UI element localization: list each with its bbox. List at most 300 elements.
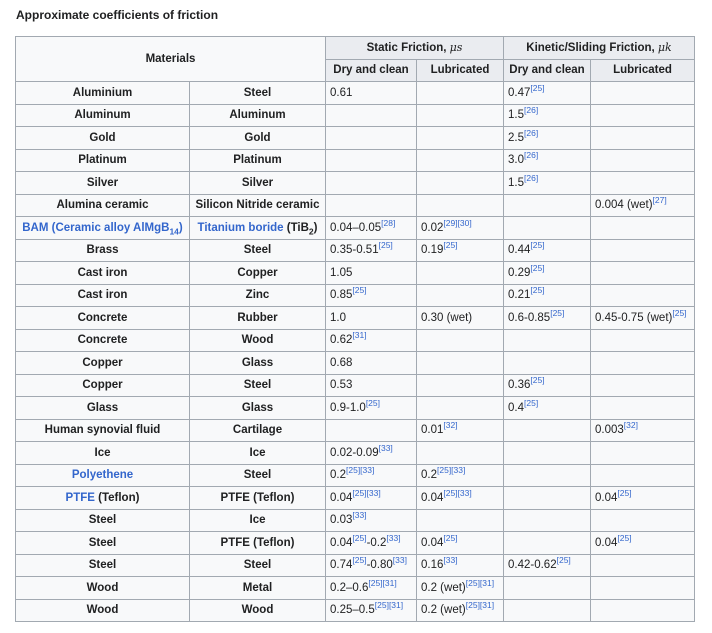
citation-link[interactable]: [26]: [524, 127, 539, 138]
material-2-cell: [190, 464, 326, 487]
material-2-cell: [190, 329, 326, 352]
cell-text: -0.2: [366, 536, 387, 549]
material-1-cell: [16, 149, 190, 172]
static-dry-cell: [326, 419, 417, 442]
cell-text: Platinum: [78, 154, 127, 167]
cell-text: 0.85: [330, 289, 353, 302]
cell-text: 0.04: [330, 491, 353, 504]
static-lubricated-cell: [417, 532, 504, 555]
cell-text: 0.68: [330, 356, 353, 369]
static-lubricated-cell: [417, 104, 504, 127]
cell-text: 0.4: [508, 401, 524, 414]
cell-text: 0.04: [595, 536, 618, 549]
cell-text: Glass: [241, 356, 274, 369]
kinetic-lubricated-cell: [591, 239, 695, 262]
material-1-cell: [16, 397, 190, 420]
table-row: [16, 149, 695, 172]
cell-text: 0.04–0.05: [330, 221, 382, 234]
kinetic-dry-cell: [504, 194, 591, 217]
static-lubricated-cell: [417, 329, 504, 352]
cell-text: 0.2: [421, 469, 437, 482]
cell-text: Rubber: [237, 311, 278, 324]
table-caption: Approximate coefficients of friction: [16, 8, 219, 22]
material-1-cell: [16, 464, 190, 487]
cell-text: 0.45-0.75 (wet): [595, 311, 673, 324]
citation-link[interactable]: [25][31]: [368, 577, 397, 588]
cell-text: 0.25–0.5: [330, 604, 375, 617]
material-link[interactable]: 14: [169, 226, 179, 237]
table-row: [16, 419, 695, 442]
material-1-cell: [16, 419, 190, 442]
cell-text: 0.53: [330, 379, 353, 392]
material-link[interactable]: Titanium boride: [197, 221, 284, 234]
kinetic-lubricated-cell: [591, 442, 695, 465]
cell-text: Steel: [88, 514, 117, 527]
citation-link[interactable]: [25]: [530, 240, 545, 251]
kinetic-dry-header: Dry and clean: [504, 59, 591, 82]
cell-text: 0.35-0.51: [330, 244, 379, 257]
cell-text: 0.21: [508, 289, 531, 302]
table-row: [16, 104, 695, 127]
cell-text: (Teflon): [94, 491, 140, 504]
table-row: [16, 284, 695, 307]
citation-link[interactable]: [33]: [378, 442, 393, 453]
cell-text: Human synovial fluid: [44, 424, 161, 437]
citation-link[interactable]: [33]: [392, 555, 407, 566]
material-1-cell: [16, 442, 190, 465]
kinetic-lubricated-cell: [591, 374, 695, 397]
cell-text: Concrete: [77, 311, 128, 324]
kinetic-dry-cell: [504, 284, 591, 307]
cell-text: Aluminium: [72, 86, 133, 99]
kinetic-dry-cell: [504, 104, 591, 127]
static-dry-cell: [326, 509, 417, 532]
kinetic-dry-cell: [504, 172, 591, 195]
static-lubricated-cell: [417, 172, 504, 195]
material-2-cell: [190, 419, 326, 442]
table-row: [16, 262, 695, 285]
citation-link[interactable]: [25]: [672, 307, 687, 318]
citation-link[interactable]: [25]: [530, 82, 545, 93]
material-1-cell: [16, 577, 190, 600]
material-2-cell: [190, 599, 326, 622]
kinetic-dry-cell: [504, 307, 591, 330]
material-1-cell: [16, 352, 190, 375]
static-lubricated-cell: [417, 149, 504, 172]
table-row: [16, 442, 695, 465]
cell-text: 0.03: [330, 514, 353, 527]
cell-text: 0.44: [508, 244, 531, 257]
cell-text: Steel: [243, 559, 272, 572]
cell-text: Concrete: [77, 334, 128, 347]
table-row: [16, 239, 695, 262]
static-dry-cell: [326, 352, 417, 375]
table-row: [16, 464, 695, 487]
cell-text: Wood: [86, 604, 119, 617]
table-row: [16, 532, 695, 555]
cell-text: 0.19: [421, 244, 444, 257]
citation-link[interactable]: [25][31]: [465, 577, 495, 588]
cell-text: Steel: [88, 559, 117, 572]
citation-link[interactable]: [25]: [524, 397, 539, 408]
static-lubricated-cell: [417, 487, 504, 510]
kinetic-dry-cell: [504, 509, 591, 532]
citation-link[interactable]: [26]: [524, 150, 539, 161]
material-2-cell: [190, 284, 326, 307]
material-2-cell: [190, 554, 326, 577]
static-dry-cell: [326, 329, 417, 352]
mu-k-symbol: μk: [657, 40, 672, 54]
citation-link[interactable]: [33]: [443, 555, 458, 566]
cell-text: Aluminum: [74, 109, 131, 122]
static-friction-header: [326, 37, 504, 60]
static-dry-cell: [326, 397, 417, 420]
static-dry-cell: [326, 172, 417, 195]
static-lubricated-cell: [417, 554, 504, 577]
kinetic-dry-cell: [504, 464, 591, 487]
cell-text: Glass: [86, 401, 119, 414]
cell-text: Wood: [241, 604, 274, 617]
cell-text: 0.003: [595, 424, 624, 437]
citation-link[interactable]: [25]: [352, 285, 367, 296]
material-2-cell: [190, 217, 326, 240]
kinetic-lubricated-cell: [591, 487, 695, 510]
cell-text: Steel: [243, 469, 272, 482]
material-2-cell: [190, 532, 326, 555]
static-dry-header: Dry and clean: [326, 59, 417, 82]
material-1-cell: [16, 262, 190, 285]
citation-link[interactable]: [33]: [352, 510, 367, 521]
citation-link[interactable]: [29][30]: [443, 217, 472, 228]
cell-text: Silver: [241, 176, 274, 189]
material-2-cell: [190, 577, 326, 600]
cell-text: Steel: [243, 244, 272, 257]
static-dry-cell: [326, 487, 417, 510]
cell-text: Gold: [244, 131, 271, 144]
static-dry-cell: [326, 82, 417, 105]
static-dry-cell: [326, 307, 417, 330]
material-2-cell: [190, 127, 326, 150]
citation-link[interactable]: [25]: [617, 487, 632, 498]
static-lubricated-cell: [417, 352, 504, 375]
cell-text: Ice: [94, 446, 111, 459]
cell-text: 0.2 (wet): [421, 581, 466, 594]
material-1-cell: [16, 509, 190, 532]
static-lubricated-cell: [417, 599, 504, 622]
static-dry-cell: [326, 554, 417, 577]
cell-text: 0.02-0.09: [330, 446, 379, 459]
static-dry-cell: [326, 532, 417, 555]
static-lubricated-cell: [417, 397, 504, 420]
table-row: [16, 509, 695, 532]
static-lubricated-cell: [417, 464, 504, 487]
material-2-cell: [190, 487, 326, 510]
material-2-cell: [190, 104, 326, 127]
citation-link[interactable]: [25][31]: [374, 600, 404, 611]
static-lubricated-cell: [417, 577, 504, 600]
friction-table: [15, 36, 695, 622]
static-lubricated-header: Lubricated: [417, 59, 504, 82]
cell-text: 0.62: [330, 334, 353, 347]
material-1-cell: [16, 554, 190, 577]
cell-text: 0.9-1.0: [330, 401, 366, 414]
cell-text: Silver: [86, 176, 119, 189]
kinetic-dry-cell: [504, 149, 591, 172]
cell-text: (TiB: [283, 221, 309, 234]
cell-text: Platinum: [233, 154, 282, 167]
cell-text: 0.2 (wet): [421, 604, 466, 617]
kinetic-lubricated-cell: [591, 217, 695, 240]
kinetic-lubricated-cell: [591, 352, 695, 375]
kinetic-dry-cell: [504, 599, 591, 622]
kinetic-dry-cell: [504, 352, 591, 375]
material-1-cell: [16, 194, 190, 217]
cell-text: 0.04: [595, 491, 618, 504]
material-1-cell: [16, 239, 190, 262]
cell-text: 0.29: [508, 266, 531, 279]
cell-text: 0.2: [330, 469, 346, 482]
kinetic-dry-cell: [504, 532, 591, 555]
cell-text: Cast iron: [77, 289, 128, 302]
cell-text: 0.01: [421, 424, 444, 437]
table-row: [16, 194, 695, 217]
material-2-cell: [190, 307, 326, 330]
kinetic-dry-cell: [504, 419, 591, 442]
cell-text: Copper: [82, 379, 123, 392]
kinetic-lubricated-cell: [591, 554, 695, 577]
kinetic-lubricated-cell: [591, 172, 695, 195]
kinetic-lubricated-cell: [591, 577, 695, 600]
static-friction-label: Static Friction,: [366, 41, 450, 54]
cell-text: 0.47: [508, 86, 531, 99]
kinetic-lubricated-header: Lubricated: [591, 59, 695, 82]
material-2-cell: [190, 509, 326, 532]
material-link[interactable]: ): [178, 221, 183, 234]
material-1-cell: [16, 127, 190, 150]
citation-link[interactable]: [25][33]: [346, 465, 375, 476]
static-dry-cell: [326, 104, 417, 127]
cell-text: 0.30 (wet): [421, 311, 473, 324]
cell-text: Zinc: [245, 289, 270, 302]
citation-link[interactable]: [25]: [352, 532, 367, 543]
static-lubricated-cell: [417, 374, 504, 397]
material-2-cell: [190, 262, 326, 285]
static-lubricated-cell: [417, 82, 504, 105]
table-row: [16, 487, 695, 510]
cell-text: 2.5: [508, 131, 524, 144]
material-2-cell: [190, 374, 326, 397]
cell-text: 0.6-0.85: [508, 311, 551, 324]
static-lubricated-cell: [417, 307, 504, 330]
cell-text: PTFE (Teflon): [220, 491, 295, 504]
cell-text: 0.42-0.62: [508, 559, 557, 572]
kinetic-dry-cell: [504, 374, 591, 397]
cell-text: Wood: [241, 334, 274, 347]
material-1-cell: [16, 374, 190, 397]
kinetic-lubricated-cell: [591, 509, 695, 532]
cell-text: Ice: [249, 514, 266, 527]
material-1-cell: [16, 487, 190, 510]
material-link[interactable]: PTFE: [65, 491, 95, 504]
kinetic-friction-header: [504, 37, 695, 60]
static-lubricated-cell: [417, 419, 504, 442]
citation-link[interactable]: [25]: [443, 532, 458, 543]
kinetic-lubricated-cell: [591, 307, 695, 330]
citation-link[interactable]: [32]: [623, 420, 638, 431]
static-dry-cell: [326, 194, 417, 217]
cell-text: Steel: [88, 536, 117, 549]
material-1-cell: [16, 329, 190, 352]
static-dry-cell: [326, 577, 417, 600]
table-row: [16, 554, 695, 577]
cell-text: Ice: [249, 446, 266, 459]
kinetic-lubricated-cell: [591, 262, 695, 285]
static-dry-cell: [326, 239, 417, 262]
cell-text: 1.0: [330, 311, 346, 324]
kinetic-dry-cell: [504, 127, 591, 150]
citation-link[interactable]: [25]: [443, 240, 458, 251]
cell-text: 0.74: [330, 559, 353, 572]
cell-text: 0.04: [421, 536, 444, 549]
cell-text: 0.36: [508, 379, 531, 392]
material-1-cell: [16, 104, 190, 127]
static-lubricated-cell: [417, 442, 504, 465]
cell-text: PTFE (Teflon): [220, 536, 295, 549]
citation-link[interactable]: [25][33]: [437, 465, 466, 476]
cell-text: Copper: [82, 356, 123, 369]
cell-text: 1.5: [508, 176, 524, 189]
static-lubricated-cell: [417, 284, 504, 307]
static-lubricated-cell: [417, 509, 504, 532]
material-link[interactable]: Polyethene: [71, 469, 134, 482]
cell-text: Gold: [89, 131, 116, 144]
cell-text: Metal: [242, 581, 273, 594]
citation-link[interactable]: [25]: [530, 262, 545, 273]
kinetic-dry-cell: [504, 487, 591, 510]
citation-link[interactable]: [25]: [378, 240, 393, 251]
material-1-cell: [16, 217, 190, 240]
cell-text: -0.80: [366, 559, 393, 572]
cell-text: 1.05: [330, 266, 353, 279]
static-lubricated-cell: [417, 127, 504, 150]
cell-text: Steel: [243, 379, 272, 392]
material-1-cell: [16, 284, 190, 307]
kinetic-dry-cell: [504, 262, 591, 285]
material-2-cell: [190, 442, 326, 465]
citation-link[interactable]: [25][31]: [465, 600, 495, 611]
static-dry-cell: [326, 217, 417, 240]
material-2-cell: [190, 172, 326, 195]
static-lubricated-cell: [417, 262, 504, 285]
cell-text: 0.61: [330, 86, 353, 99]
cell-text: 0.02: [421, 221, 444, 234]
material-1-cell: [16, 599, 190, 622]
kinetic-lubricated-cell: [591, 194, 695, 217]
table-body: [16, 82, 695, 622]
kinetic-lubricated-cell: [591, 397, 695, 420]
kinetic-lubricated-cell: [591, 127, 695, 150]
material-1-cell: [16, 82, 190, 105]
citation-link[interactable]: [32]: [443, 420, 458, 431]
kinetic-lubricated-cell: [591, 149, 695, 172]
cell-text: 0.04: [421, 491, 444, 504]
material-1-cell: [16, 172, 190, 195]
table-row: [16, 599, 695, 622]
citation-link[interactable]: [27]: [652, 195, 667, 206]
cell-text: 0.004 (wet): [595, 199, 653, 212]
kinetic-dry-cell: [504, 397, 591, 420]
static-dry-cell: [326, 127, 417, 150]
citation-link[interactable]: [25][33]: [352, 487, 381, 498]
cell-text: Wood: [86, 581, 119, 594]
citation-link[interactable]: [25]: [530, 375, 545, 386]
kinetic-dry-cell: [504, 554, 591, 577]
citation-link[interactable]: [26]: [524, 105, 539, 116]
citation-link[interactable]: [25]: [352, 555, 367, 566]
table-row: [16, 217, 695, 240]
citation-link[interactable]: [25][33]: [443, 487, 472, 498]
cell-text: Copper: [237, 266, 278, 279]
cell-text: Cartilage: [232, 424, 283, 437]
kinetic-dry-cell: [504, 329, 591, 352]
material-2-cell: [190, 149, 326, 172]
static-dry-cell: [326, 599, 417, 622]
table-row: [16, 172, 695, 195]
kinetic-dry-cell: [504, 577, 591, 600]
kinetic-lubricated-cell: [591, 82, 695, 105]
material-2-cell: [190, 82, 326, 105]
citation-link[interactable]: [25]: [556, 555, 571, 566]
static-dry-cell: [326, 464, 417, 487]
kinetic-friction-label: Kinetic/Sliding Friction,: [526, 41, 658, 54]
citation-link[interactable]: [28]: [381, 217, 396, 228]
kinetic-lubricated-cell: [591, 419, 695, 442]
kinetic-dry-cell: [504, 217, 591, 240]
citation-link[interactable]: [25]: [550, 307, 565, 318]
static-dry-cell: [326, 374, 417, 397]
citation-link[interactable]: [26]: [524, 172, 539, 183]
cell-text: Glass: [241, 401, 274, 414]
citation-link[interactable]: [25]: [530, 285, 545, 296]
material-2-cell: [190, 239, 326, 262]
cell-text: Alumina ceramic: [56, 199, 149, 212]
citation-link[interactable]: [25]: [617, 532, 632, 543]
cell-text: 2: [308, 226, 314, 237]
table-row: [16, 577, 695, 600]
kinetic-lubricated-cell: [591, 532, 695, 555]
citation-link[interactable]: [25]: [365, 397, 380, 408]
cell-text: Aluminum: [229, 109, 286, 122]
table-row: [16, 307, 695, 330]
citation-link[interactable]: [31]: [352, 330, 367, 341]
cell-text: 0.16: [421, 559, 444, 572]
cell-text: 0.04: [330, 536, 353, 549]
cell-text: Brass: [86, 244, 119, 257]
static-dry-cell: [326, 262, 417, 285]
kinetic-lubricated-cell: [591, 464, 695, 487]
cell-text: Steel: [243, 86, 272, 99]
kinetic-lubricated-cell: [591, 599, 695, 622]
cell-text: 1.5: [508, 109, 524, 122]
material-2-cell: [190, 352, 326, 375]
static-dry-cell: [326, 284, 417, 307]
material-link[interactable]: BAM (Ceramic alloy AlMgB: [22, 221, 170, 234]
static-lubricated-cell: [417, 239, 504, 262]
citation-link[interactable]: [33]: [386, 532, 401, 543]
cell-text: 3.0: [508, 154, 524, 167]
cell-text: 0.2–0.6: [330, 581, 369, 594]
table-row: [16, 352, 695, 375]
